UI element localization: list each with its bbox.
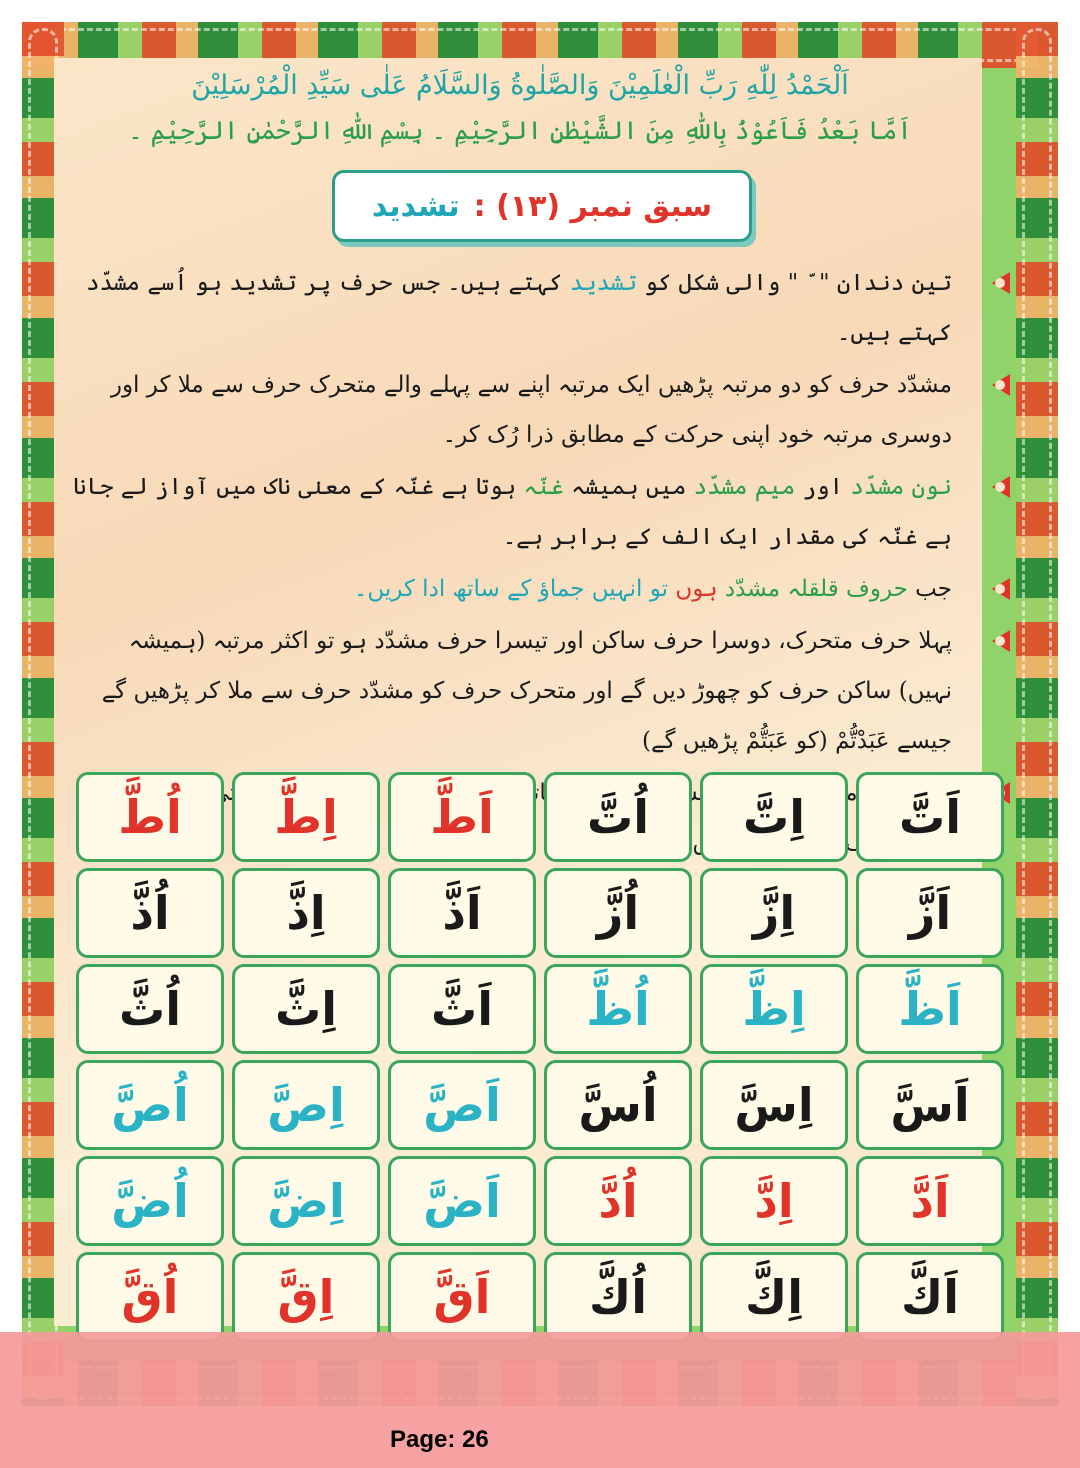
practice-cell: اَثَّ: [388, 964, 536, 1054]
rule-text: ہوتا ہے غنّہ کے معنٰی ناک میں آواز لے جانا ہے غنّہ کی مقدار ایک الف کے برابر ہے۔: [72, 474, 952, 550]
rule-text: عَبَدْتُّمْ: [835, 728, 890, 754]
practice-cell: اَصَّ: [388, 1060, 536, 1150]
rule-text: تین دندان " ّ " والی شکل کو: [637, 270, 952, 296]
rule-text: حروف قلقلہ مشدّد: [724, 576, 908, 602]
practice-cell: اُزَّ: [544, 868, 692, 958]
practice-cell: اِطَّ: [232, 772, 380, 862]
practice-cell: اَزَّ: [856, 868, 1004, 958]
bottom-overlay: [0, 1332, 1080, 1468]
practice-cell: اِدَّ: [700, 1156, 848, 1246]
practice-cell: اُسَّ: [544, 1060, 692, 1150]
practice-cell: اُثَّ: [76, 964, 224, 1054]
practice-cell: اَطَّ: [388, 772, 536, 862]
rule-item: [70, 360, 1010, 460]
rule-item: [70, 462, 1010, 562]
rule-item: [70, 616, 1010, 766]
practice-cell: اِقَّ: [232, 1252, 380, 1342]
practice-cell: اُقَّ: [76, 1252, 224, 1342]
rule-text: ساتھ: [518, 780, 566, 806]
rule-text: پڑھیں گے): [642, 728, 746, 754]
practice-cell: اَذَّ: [388, 868, 536, 958]
practice-cell: اِضَّ: [232, 1156, 380, 1246]
bullet-icon: [988, 630, 1010, 652]
rule-text: میں ہمیشہ: [563, 474, 694, 500]
practice-cell: اَظَّ: [856, 964, 1004, 1054]
practice-cell: اَدَّ: [856, 1156, 1004, 1246]
practice-cell: اُكَّ: [544, 1252, 692, 1342]
rule-text: پہلا حرف متحرک، دوسرا حرف ساکن اور تیسرا حرف مشدّد ہو تو اکثر مرتبہ (ہمیشہ نہیں) ساکن حرف کو چھوڑ دیں گے اور متحرک حرف کو مشدّد حرف سے ملا کر پڑھیں گے جیسے: [101, 628, 952, 754]
practice-cell: اِكَّ: [700, 1252, 848, 1342]
practice-cell: اَكَّ: [856, 1252, 1004, 1342]
lesson-number: سبق نمبر (۱۳) :: [473, 188, 713, 224]
rule-text: (کو: [788, 728, 836, 754]
bullet-icon: [988, 272, 1010, 294]
rule-item: [70, 564, 1010, 614]
rule-text: مشدّد حرف کو دو مرتبہ پڑھیں ایک مرتبہ اپنے سے پہلے والے متحرک حرف سے ملا کر اور دوسری مرتبہ خود اپنی حرکت کے مطابق ذرا رُک کر۔: [110, 372, 952, 448]
rule-text: غنّہ: [523, 474, 564, 500]
practice-cell: اِتَّ: [700, 772, 848, 862]
practice-cell: اِذَّ: [232, 868, 380, 958]
practice-cell: اِظَّ: [700, 964, 848, 1054]
rule-text: جب: [907, 576, 952, 602]
practice-cell: اُدَّ: [544, 1156, 692, 1246]
rule-text: میم مشدّد: [693, 474, 796, 500]
practice-cell: اَتَّ: [856, 772, 1004, 862]
rule-text: کہتے ہیں۔ جس حرف پر تشدید ہو اُسے مشدّد کہتے ہیں۔: [86, 270, 952, 346]
bullet-icon: [988, 476, 1010, 498]
frame-right-border: [1016, 22, 1058, 1406]
bullet-icon: [988, 578, 1010, 600]
rule-text: اور: [795, 474, 851, 500]
rule-item: [70, 258, 1010, 358]
rule-text: نون مشدّد: [850, 474, 952, 500]
practice-cell: اُصَّ: [76, 1060, 224, 1150]
practice-grid: [74, 772, 1004, 1342]
rule-text: تشدید: [569, 270, 638, 296]
practice-cell: اِسَّ: [700, 1060, 848, 1150]
practice-cell: اُظَّ: [544, 964, 692, 1054]
practice-cell: اِزَّ: [700, 868, 848, 958]
rule-text: ہوں: [668, 576, 725, 602]
lesson-topic: تشدید: [371, 188, 460, 224]
practice-cell: اُتَّ: [544, 772, 692, 862]
practice-cell: اُضَّ: [76, 1156, 224, 1246]
practice-cell: اُذَّ: [76, 868, 224, 958]
rule-text: عَبَتُّمْ: [745, 728, 789, 754]
practice-cell: اَقَّ: [388, 1252, 536, 1342]
practice-cell: اِصَّ: [232, 1060, 380, 1150]
opening-dua-line-2: اَمَّا بَعْدُ فَاَعُوْذُ بِاللّٰهِ مِنَ الشَّيْطٰنِ الرَّجِيْمِ ۔ بِسْمِ اللّٰهِ الرَّحْمٰنِ الرَّحِيْمِ ۔: [128, 116, 912, 145]
rule-text: تو انہیں جماؤ کے ساتھ ادا کریں۔: [353, 576, 669, 602]
bullet-icon: [988, 374, 1010, 396]
practice-cell: اَضَّ: [388, 1156, 536, 1246]
lesson-title-box: [332, 170, 752, 242]
opening-dua-line-1: اَلْحَمْدُ لِلّٰهِ رَبِّ الْعٰلَمِيْنَ وَالصَّلٰوةُ وَالسَّلَامُ عَلٰى سَيِّدِ الْمُرْسَلِيْنَ: [191, 70, 849, 101]
page-number: Page: 26: [390, 1426, 489, 1453]
practice-cell: اُطَّ: [76, 772, 224, 862]
practice-cell: اَسَّ: [856, 1060, 1004, 1150]
practice-cell: اِثَّ: [232, 964, 380, 1054]
